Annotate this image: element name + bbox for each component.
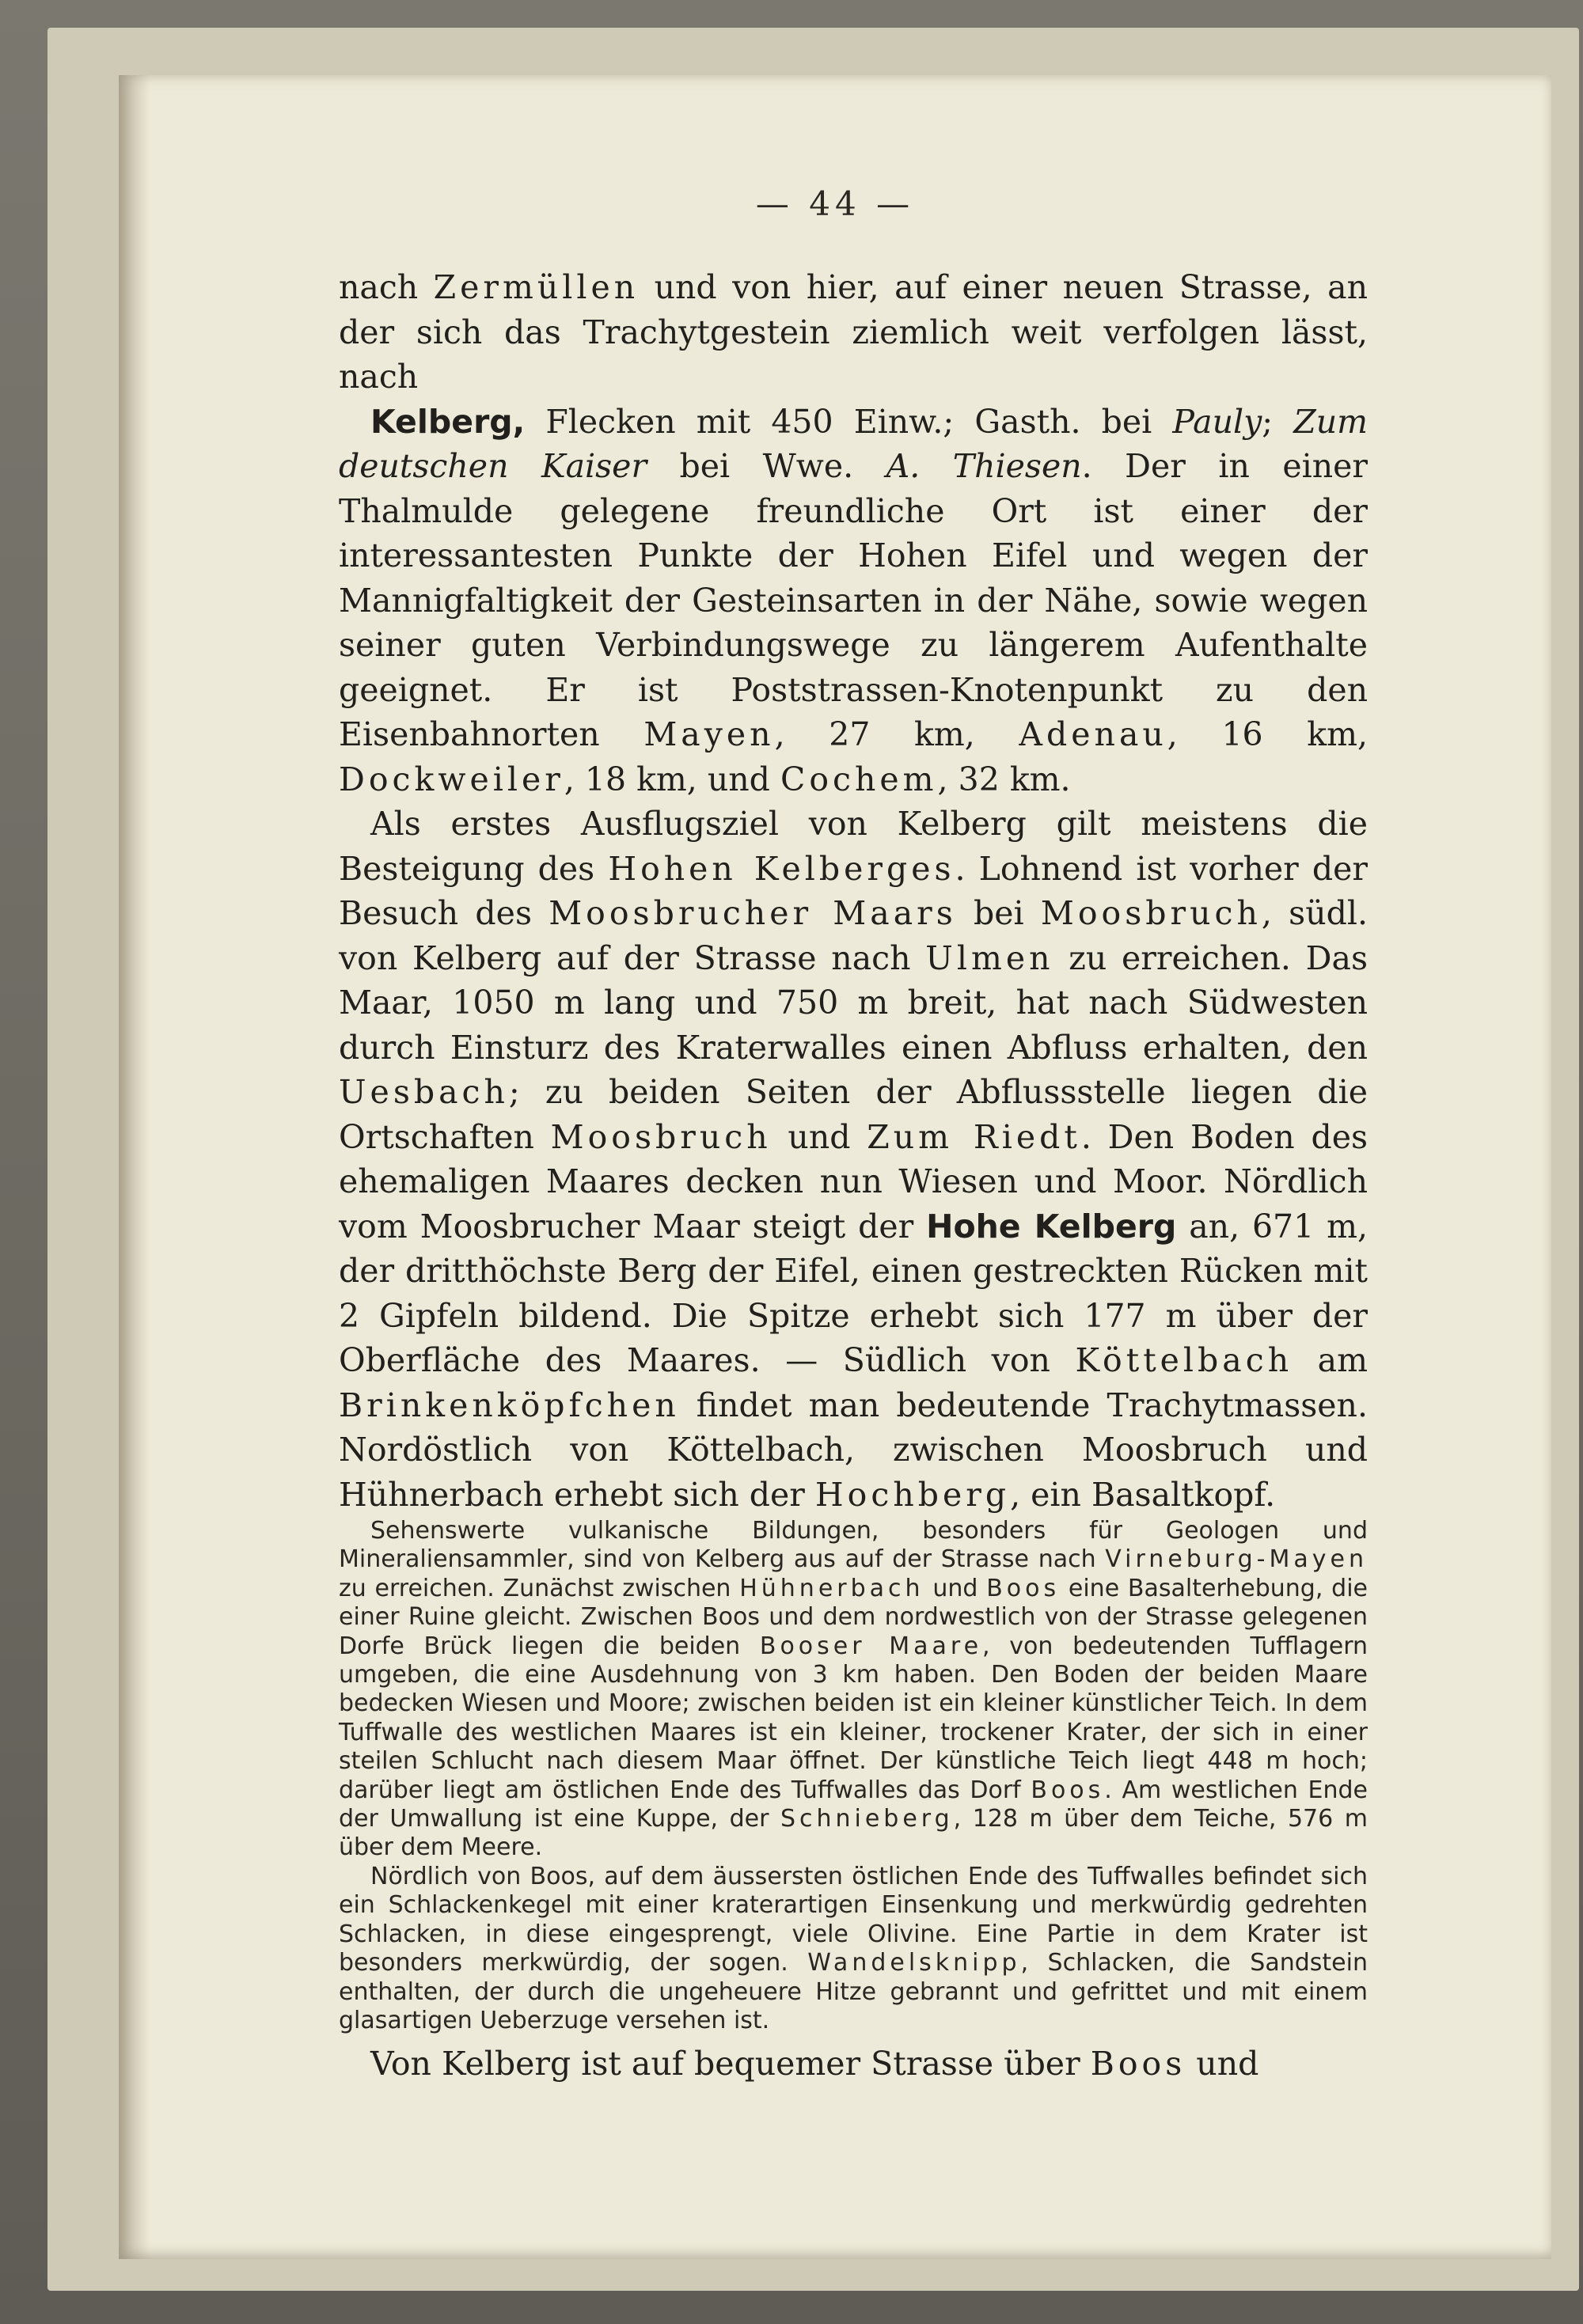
place-name: Zermüllen (433, 268, 640, 306)
paragraph-continuation (339, 2042, 1368, 2087)
text-run: , 128 m über dem Teiche, 576 m über dem Meere. (339, 1805, 1368, 1862)
place-name: Köttelbach (1075, 1341, 1293, 1379)
text-run: und (1186, 2045, 1259, 2083)
place-name: Hochberg (814, 1475, 1011, 1514)
text-run: , 27 km, (774, 715, 1019, 753)
text-run: Sehenswerte vulkanische Bildungen, besonders für Geologen und Mineraliensammler, sind von Kelberg aus auf der Strasse nach (339, 1517, 1368, 1574)
place-name: Moosbruch (1040, 894, 1262, 932)
inn-keeper: A. Thiesen (886, 447, 1082, 485)
place-name: Zum Riedt (867, 1117, 1081, 1156)
paragraph-intro (339, 265, 1368, 400)
text-run: , Schlacken, die Sandstein enthalten, der durch die ungeheuere Hitze gebrannt und gefrittet und mit einem glasartigen Ueberzuge versehen ist. (339, 1949, 1368, 2034)
place-name: Adenau (1019, 715, 1167, 753)
text-run: und (924, 1574, 987, 1602)
small-paragraph-volcanic (339, 1517, 1368, 1863)
text-run: und (771, 1117, 867, 1156)
place-name: Cochem (780, 760, 938, 798)
small-paragraph-boos (339, 1863, 1368, 2035)
text-run: , südl. von Kelberg auf der Strasse nach (339, 894, 1368, 977)
place-name: Uesbach (339, 1073, 509, 1111)
heading-hohe-kelberg: Hohe Kelberg (926, 1207, 1177, 1245)
text-run: . Am westlichen Ende der Umwallung ist eine Kuppe, der (339, 1776, 1368, 1833)
place-name: Boos (1090, 2045, 1186, 2083)
text-run: Flecken mit 450 Einw.; Gasth. bei (525, 402, 1173, 441)
text-run: , 16 km, (1167, 715, 1369, 753)
place-name: Hühnerbach (739, 1574, 924, 1602)
place-name: Hohen Kelberges (608, 849, 955, 888)
paragraph-kelberg (339, 400, 1368, 802)
page-body (339, 265, 1368, 2087)
text-run: . Den Boden des ehemaligen Maares decken nun Wiesen und Moor. Nördlich vom Moosbrucher Maar steigt der (339, 1117, 1368, 1245)
text-run: ; (1262, 402, 1294, 441)
place-name: Boos (1031, 1776, 1105, 1804)
text-run: findet man bedeutende Trachytmassen. Nordöstlich von Köttelbach, zwischen Moosbruch und Hühnerbach erhebt sich der (339, 1386, 1368, 1514)
text-run: am (1293, 1341, 1368, 1379)
place-name: Moosbrucher Maars (549, 894, 957, 932)
paragraph-excursion (339, 802, 1368, 1517)
text-run: bei (956, 894, 1041, 932)
text-run: zu erreichen. Zunächst zwischen (339, 1574, 740, 1602)
text-run: ; zu beiden Seiten der Abflussstelle liegen die Ortschaften (339, 1073, 1368, 1156)
text-run: nach (339, 268, 434, 306)
place-name: Schnieberg (780, 1805, 954, 1833)
place-name: Ulmen (925, 938, 1054, 977)
text-run: . Lohnend ist vorher der Besuch des (339, 849, 1368, 932)
place-name: Boos (986, 1574, 1061, 1602)
text-run: , 18 km, und (564, 760, 780, 798)
place-name: Virneburg-Mayen (1105, 1545, 1368, 1574)
text-run: an, 671 m, der dritthöchste Berg der Eifel, einen gestreckten Rücken mit 2 Gipfeln bildend. Die Spitze erhebt sich 177 m über der Oberfläche des Maares. — Südlich von (339, 1207, 1369, 1379)
text-run: zu erreichen. Das Maar, 1050 m lang und 750 m breit, hat nach Südwesten durch Einsturz des Kraterwalles einen Abfluss erhalten, den (339, 938, 1369, 1067)
place-name: Wandelsknipp (807, 1949, 1021, 1977)
place-name: Brinkenköpfchen (339, 1386, 680, 1424)
place-name: Mayen (643, 715, 775, 753)
inn-name: Pauly (1172, 402, 1262, 441)
inn-name: Zum deutschen Kaiser (339, 402, 1368, 485)
text-run: Als erstes Ausflugsziel von Kelberg gilt meistens die Besteigung des (339, 805, 1368, 888)
page-number: — 44 — (755, 184, 915, 223)
place-name: Moosbruch (550, 1117, 772, 1156)
text-run: , 32 km. (937, 760, 1071, 798)
heading-kelberg: Kelberg, (370, 402, 526, 441)
text-run: , ein Basaltkopf. (1010, 1475, 1276, 1514)
book-page (119, 75, 1551, 2259)
text-run: eine Basalterhebung, die einer Ruine gleicht. Zwischen Boos und dem nordwestlich von der Strasse gelegenen Dorfe Brück liegen die beiden (339, 1574, 1368, 1660)
text-run: . Der in einer Thalmulde gelegene freundliche Ort ist einer der interessantesten Punkte der Hohen Eifel und wegen der Mannigfaltigkeit der Gesteinsarten in der Nähe, sowie wegen seiner guten Verbindungswege zu längerem Aufenthalte geeignet. Er ist Poststrassen-Knotenpunkt zu den Eisenbahnorten (339, 447, 1369, 753)
place-name: Dockweiler (339, 760, 564, 798)
place-name: Booser Maare (759, 1632, 983, 1660)
text-run: Nördlich von Boos, auf dem äussersten östlichen Ende des Tuffwalles befindet sich ein Schlackenkegel mit einer kraterartigen Einsenkung und merkwürdig gedrehten Schlacken, in diese eingesprengt, viele Olivine. Eine Partie in dem Krater ist besonders merkwürdig, der sogen. (339, 1862, 1368, 1977)
text-run: und von hier, auf einer neuen Strasse, an der sich das Trachytgestein ziemlich weit verfolgen lässt, nach (339, 268, 1368, 396)
text-run: bei Wwe. (647, 447, 886, 485)
text-run: Von Kelberg ist auf bequemer Strasse über (370, 2045, 1091, 2083)
text-run: , von bedeutenden Tufflagern umgeben, die eine Ausdehnung von 3 km haben. Den Boden der beiden Maare bedecken Wiesen und Moore; zwischen beiden ist ein kleiner künstlicher Teich. In dem Tuffwalle des westlichen Maares ist ein kleiner, trockener Krater, der sich in einer steilen Schlucht nach diesem Maar öffnet. Der künstliche Teich liegt 448 m hoch; darüber liegt am östlichen Ende des Tuffwalles das Dorf (339, 1632, 1369, 1804)
